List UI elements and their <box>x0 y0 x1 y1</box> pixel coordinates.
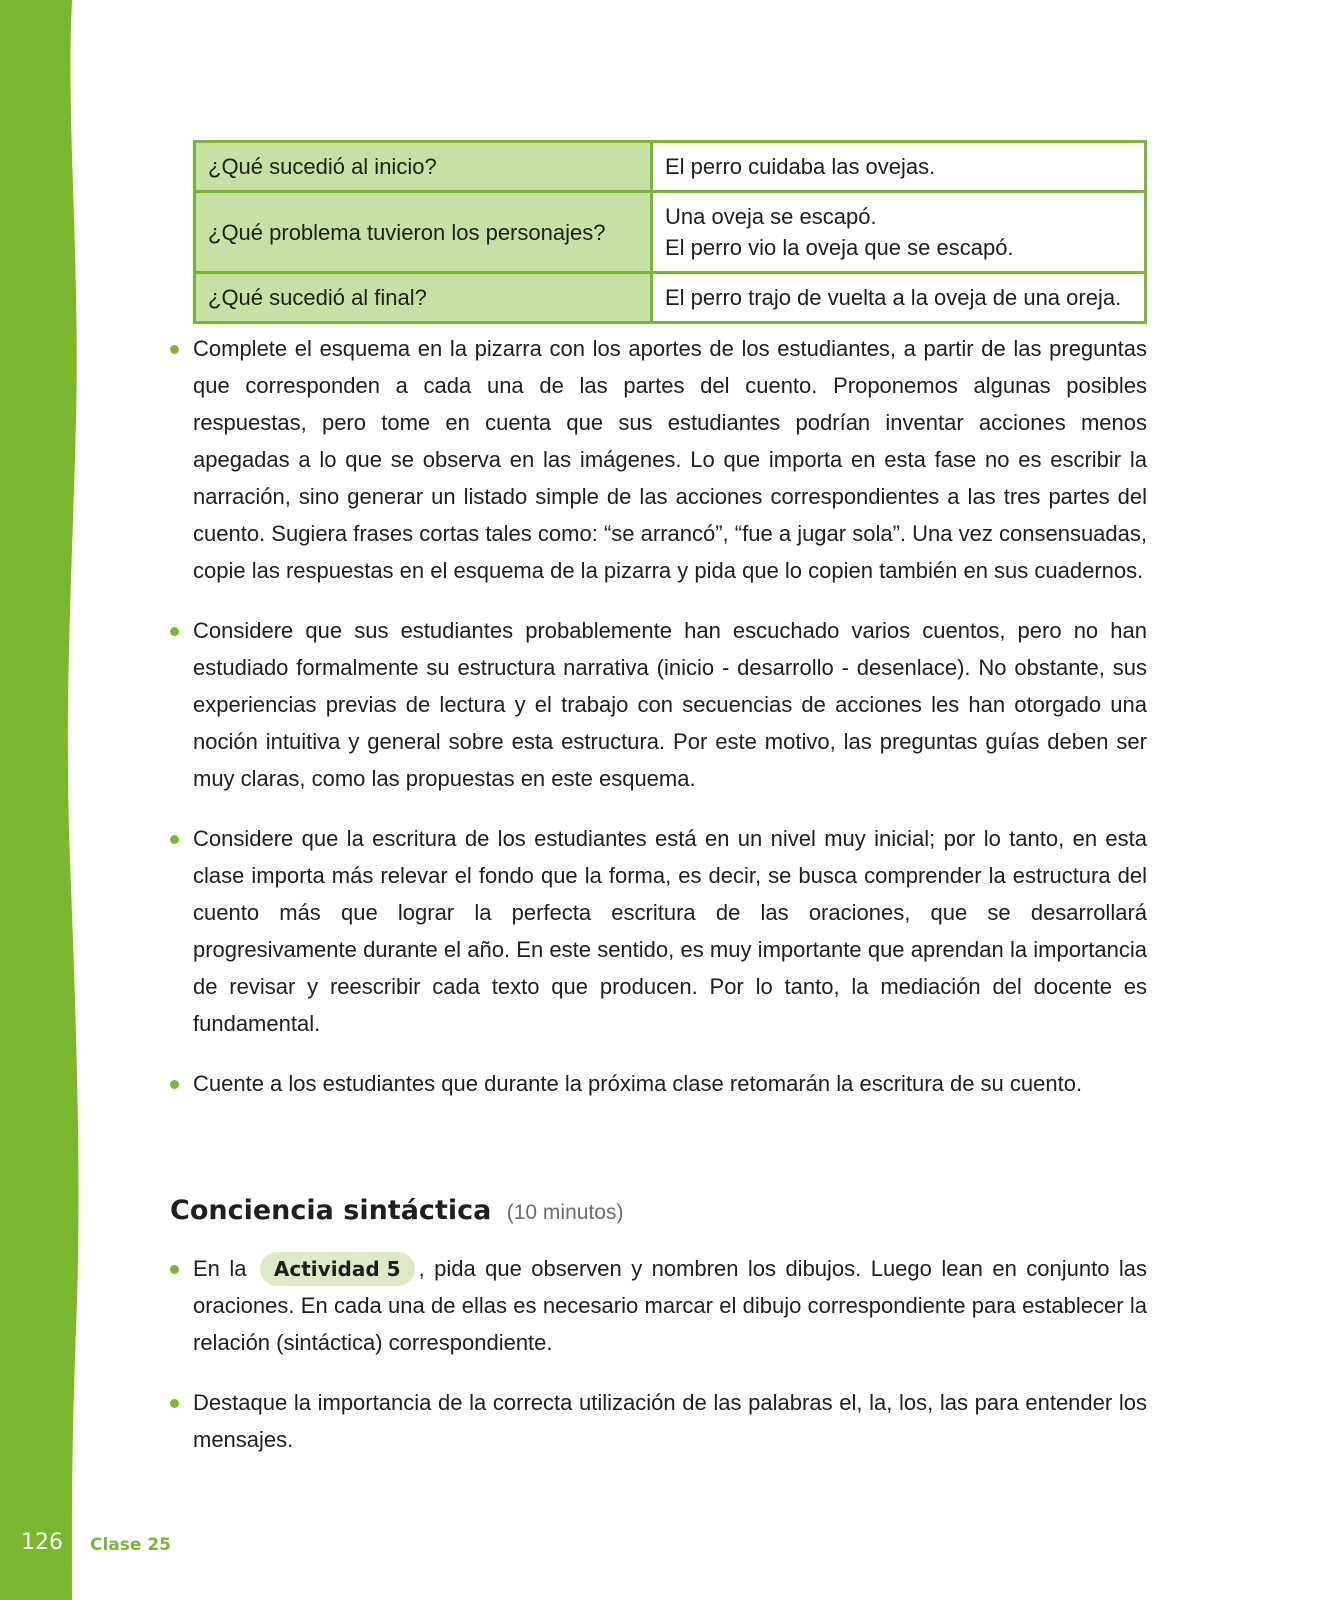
answer-cell: El perro trajo de vuelta a la oveja de una oreja. <box>652 273 1146 323</box>
list-item <box>170 330 1147 589</box>
bullet-icon <box>170 1399 179 1408</box>
page-number: 126 <box>21 1530 63 1555</box>
section-title: Conciencia sintáctica <box>170 1195 492 1226</box>
instruction-list <box>170 330 1147 1102</box>
class-label: Clase 25 <box>90 1535 171 1555</box>
question-cell: ¿Qué sucedió al final? <box>195 273 652 323</box>
list-item <box>170 1384 1147 1458</box>
syntax-instructions-block <box>170 1250 1147 1481</box>
list-item-text: Considere que sus estudiantes probablemente han escuchado varios cuentos, pero no han estudiado formalmente su estructura narrativa (inicio - desarrollo - desenlace). No obstante, sus experiencias previas de lectura y el trabajo con secuencias de acciones les han otorgado una noción intuitiva y general sobre esta estructura. Por este motivo, las preguntas guías deben ser muy claras, como las propuestas en este esquema. <box>193 618 1147 791</box>
list-item-text: Destaque la importancia de la correcta utilización de las palabras el, la, los, las para entender los mensajes. <box>193 1390 1147 1452</box>
bullet-icon <box>170 345 179 354</box>
bullet-icon <box>170 627 179 636</box>
instructions-block <box>170 330 1147 1125</box>
list-item-text-prefix: En la <box>193 1256 247 1281</box>
table-row <box>195 273 1146 323</box>
syntax-instruction-list <box>170 1250 1147 1458</box>
list-item-text: Considere que la escritura de los estudiantes está en un nivel muy inicial; por lo tanto, en esta clase importa más relevar el fondo que la forma, es decir, se busca comprender la estructura del cuento más que lograr la perfecta escritura de las oraciones, que se desarrollará progresivamente durante el año. En este sentido, es muy importante que aprendan la importancia de revisar y reescribir cada texto que producen. Por lo tanto, la mediación del docente es fundamental. <box>193 826 1147 1036</box>
list-item <box>170 1065 1147 1102</box>
list-item <box>170 612 1147 797</box>
section-heading <box>170 1195 623 1226</box>
answer-cell <box>652 192 1146 273</box>
list-item <box>170 1250 1147 1361</box>
answer-cell: El perro cuidaba las ovejas. <box>652 142 1146 192</box>
bullet-icon <box>170 1265 179 1274</box>
table-row <box>195 192 1146 273</box>
story-structure-table <box>193 140 1147 324</box>
bullet-icon <box>170 1080 179 1089</box>
list-item <box>170 820 1147 1042</box>
activity-badge: Actividad 5 <box>260 1252 415 1286</box>
table-row <box>195 142 1146 192</box>
bullet-icon <box>170 835 179 844</box>
section-duration: (10 minutos) <box>506 1201 624 1224</box>
green-sidebar-band <box>0 0 90 1600</box>
question-cell: ¿Qué sucedió al inicio? <box>195 142 652 192</box>
question-cell: ¿Qué problema tuvieron los personajes? <box>195 192 652 273</box>
list-item-text: Complete el esquema en la pizarra con los aportes de los estudiantes, a partir de las preguntas que corresponden a cada una de las partes del cuento. Proponemos algunas posibles respuestas, pero tome en cuenta que sus estudiantes podrían inventar acciones menos apegadas a lo que se observa en las imágenes. Lo que importa en esta fase no es escribir la narración, sino generar un listado simple de las acciones correspondientes a las tres partes del cuento. Sugiera frases cortas tales como: “se arrancó”, “fue a jugar sola”. Una vez consensuadas, copie las respuestas en el esquema de la pizarra y pida que lo copien también en sus cuadernos. <box>193 336 1147 583</box>
list-item-text: Cuente a los estudiantes que durante la próxima clase retomarán la escritura de su cuento. <box>193 1071 1083 1096</box>
answer-line: Una oveja se escapó. <box>665 204 877 229</box>
answer-line: El perro vio la oveja que se escapó. <box>665 235 1014 260</box>
list-item-text-suffix: , pida que observen y nombren los dibujos. Luego lean en conjunto las oraciones. En cada una de ellas es necesario marcar el dibujo correspondiente para establecer la relación (sintáctica) correspondiente. <box>193 1256 1147 1355</box>
